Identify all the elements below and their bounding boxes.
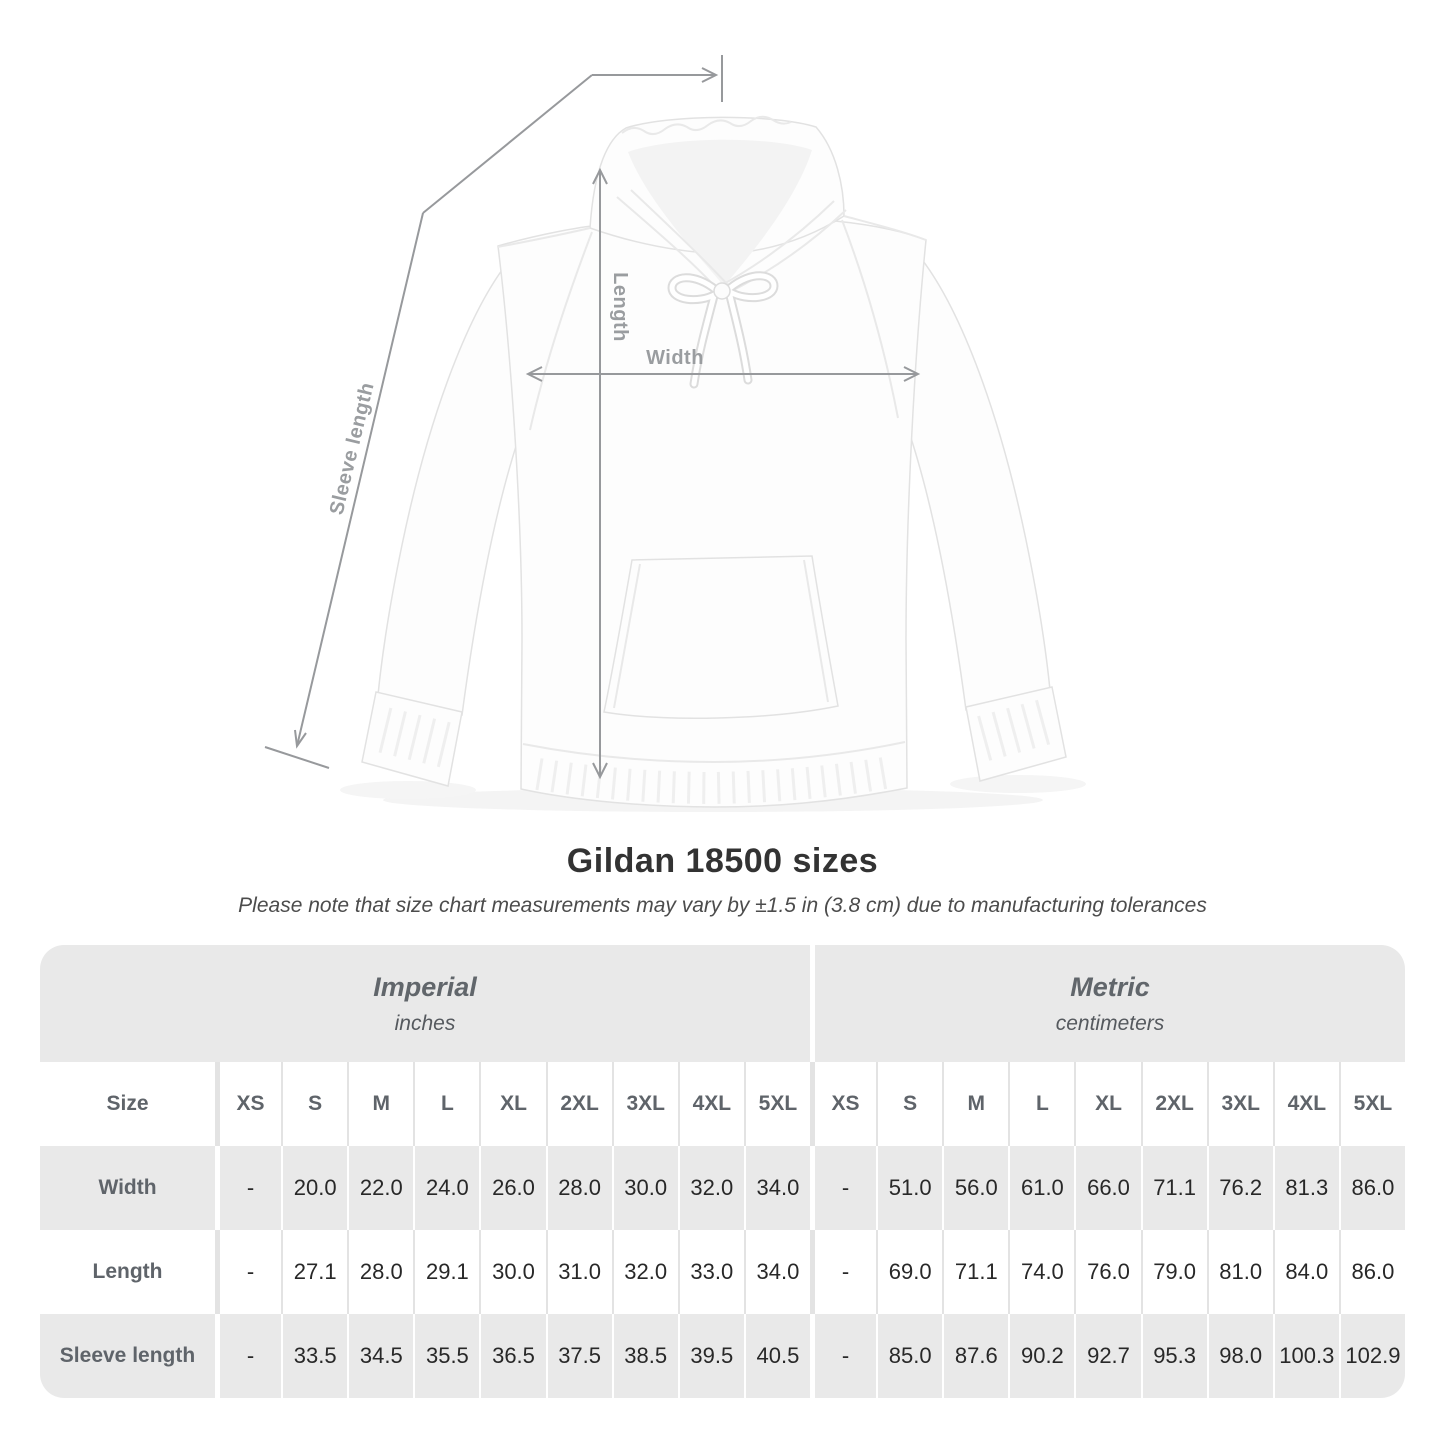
size-col-imperial-5xl: 5XL [744,1062,810,1146]
size-col-metric-m: M [942,1062,1008,1146]
hoodie-illustration [340,117,1086,812]
metric-unit: centimeters [1055,1011,1165,1035]
size-col-metric-l: L [1008,1062,1074,1146]
value-imperial-length-xl: 30.0 [479,1230,545,1314]
value-metric-width-5xl: 86.0 [1339,1146,1405,1230]
value-metric-length-3xl: 81.0 [1207,1230,1273,1314]
size-header-row [40,1062,1405,1146]
value-imperial-width-l: 24.0 [413,1146,479,1230]
value-metric-width-l: 61.0 [1008,1146,1074,1230]
value-metric-sleeve-length-l: 90.2 [1008,1314,1074,1398]
value-imperial-width-xl: 26.0 [479,1146,545,1230]
right-sleeve [908,243,1050,710]
unit-header-band [40,945,1405,1062]
value-metric-width-2xl: 71.1 [1141,1146,1207,1230]
metric-header [810,945,1405,1062]
metric-title: Metric [1070,971,1150,1002]
value-imperial-sleeve-length-xl: 36.5 [479,1314,545,1398]
value-imperial-width-2xl: 28.0 [546,1146,612,1230]
value-imperial-sleeve-length-s: 33.5 [281,1314,347,1398]
size-col-metric-xl: XL [1074,1062,1140,1146]
size-col-imperial-4xl: 4XL [678,1062,744,1146]
value-metric-length-xs: - [810,1230,876,1314]
value-metric-width-m: 56.0 [942,1146,1008,1230]
value-imperial-sleeve-length-2xl: 37.5 [546,1314,612,1398]
kangaroo-pocket [604,556,838,718]
value-imperial-sleeve-length-xs: - [215,1314,281,1398]
value-metric-length-2xl: 79.0 [1141,1230,1207,1314]
value-imperial-width-s: 20.0 [281,1146,347,1230]
value-metric-sleeve-length-3xl: 98.0 [1207,1314,1273,1398]
row-label-sleeve-length: Sleeve length [59,1344,196,1367]
row-label-width: Width [98,1176,157,1199]
length-label: Length [609,272,631,342]
size-table [40,945,1405,1398]
value-imperial-length-4xl: 33.0 [678,1230,744,1314]
value-imperial-width-4xl: 32.0 [678,1146,744,1230]
value-metric-width-3xl: 76.2 [1207,1146,1273,1230]
value-imperial-width-xs: - [215,1146,281,1230]
value-metric-sleeve-length-xl: 92.7 [1074,1314,1140,1398]
size-col-imperial-xs: XS [215,1062,281,1146]
size-col-metric-3xl: 3XL [1207,1062,1273,1146]
width-label: Width [646,347,704,369]
tolerance-note: Please note that size chart measurements may vary by ±1.5 in (3.8 cm) due to manufacturing tolerances [238,894,1207,917]
table-row-width [40,1146,1405,1230]
value-imperial-sleeve-length-5xl: 40.5 [744,1314,810,1398]
size-col-imperial-3xl: 3XL [612,1062,678,1146]
size-col-metric-s: S [876,1062,942,1146]
value-imperial-length-2xl: 31.0 [546,1230,612,1314]
value-metric-sleeve-length-m: 87.6 [942,1314,1008,1398]
value-imperial-length-5xl: 34.0 [744,1230,810,1314]
value-metric-width-xl: 66.0 [1074,1146,1140,1230]
value-metric-length-5xl: 86.0 [1339,1230,1405,1314]
cuff-shadow-left [340,781,476,799]
sleeve-length-label: Sleeve length [325,380,379,518]
imperial-title: Imperial [373,971,477,1002]
size-col-imperial-m: M [347,1062,413,1146]
size-col-imperial-xl: XL [479,1062,545,1146]
value-imperial-sleeve-length-l: 35.5 [413,1314,479,1398]
value-imperial-width-5xl: 34.0 [744,1146,810,1230]
value-metric-width-s: 51.0 [876,1146,942,1230]
value-imperial-sleeve-length-m: 34.5 [347,1314,413,1398]
value-metric-sleeve-length-4xl: 100.3 [1273,1314,1339,1398]
value-imperial-length-3xl: 32.0 [612,1230,678,1314]
value-metric-sleeve-length-5xl: 102.9 [1339,1314,1405,1398]
imperial-unit: inches [394,1011,456,1035]
value-imperial-length-l: 29.1 [413,1230,479,1314]
value-metric-width-xs: - [810,1146,876,1230]
value-metric-sleeve-length-xs: - [810,1314,876,1398]
size-col-imperial-l: L [413,1062,479,1146]
value-imperial-length-m: 28.0 [347,1230,413,1314]
value-metric-length-l: 74.0 [1008,1230,1074,1314]
value-imperial-width-3xl: 30.0 [612,1146,678,1230]
row-label-length: Length [92,1260,163,1283]
left-sleeve [378,248,520,715]
value-metric-width-4xl: 81.3 [1273,1146,1339,1230]
value-metric-sleeve-length-2xl: 95.3 [1141,1314,1207,1398]
size-col-metric-2xl: 2XL [1141,1062,1207,1146]
imperial-header [40,945,810,1062]
value-imperial-length-xs: - [215,1230,281,1314]
value-metric-sleeve-length-s: 85.0 [876,1314,942,1398]
size-col-imperial-2xl: 2XL [546,1062,612,1146]
size-col-metric-5xl: 5XL [1339,1062,1405,1146]
table-row-length [40,1230,1405,1314]
table-row-sleeve-length [40,1314,1405,1398]
size-col-metric-xs: XS [810,1062,876,1146]
cuff-shadow-right [950,775,1086,793]
value-metric-length-s: 69.0 [876,1230,942,1314]
value-metric-length-m: 71.1 [942,1230,1008,1314]
size-col-metric-4xl: 4XL [1273,1062,1339,1146]
value-metric-length-xl: 76.0 [1074,1230,1140,1314]
page-title: Gildan 18500 sizes [566,842,879,880]
value-imperial-sleeve-length-4xl: 39.5 [678,1314,744,1398]
value-imperial-sleeve-length-3xl: 38.5 [612,1314,678,1398]
value-metric-length-4xl: 84.0 [1273,1230,1339,1314]
size-col-imperial-s: S [281,1062,347,1146]
table-body [40,1146,1405,1398]
value-imperial-length-s: 27.1 [281,1230,347,1314]
value-imperial-width-m: 22.0 [347,1146,413,1230]
size-header-label: Size [106,1092,149,1115]
